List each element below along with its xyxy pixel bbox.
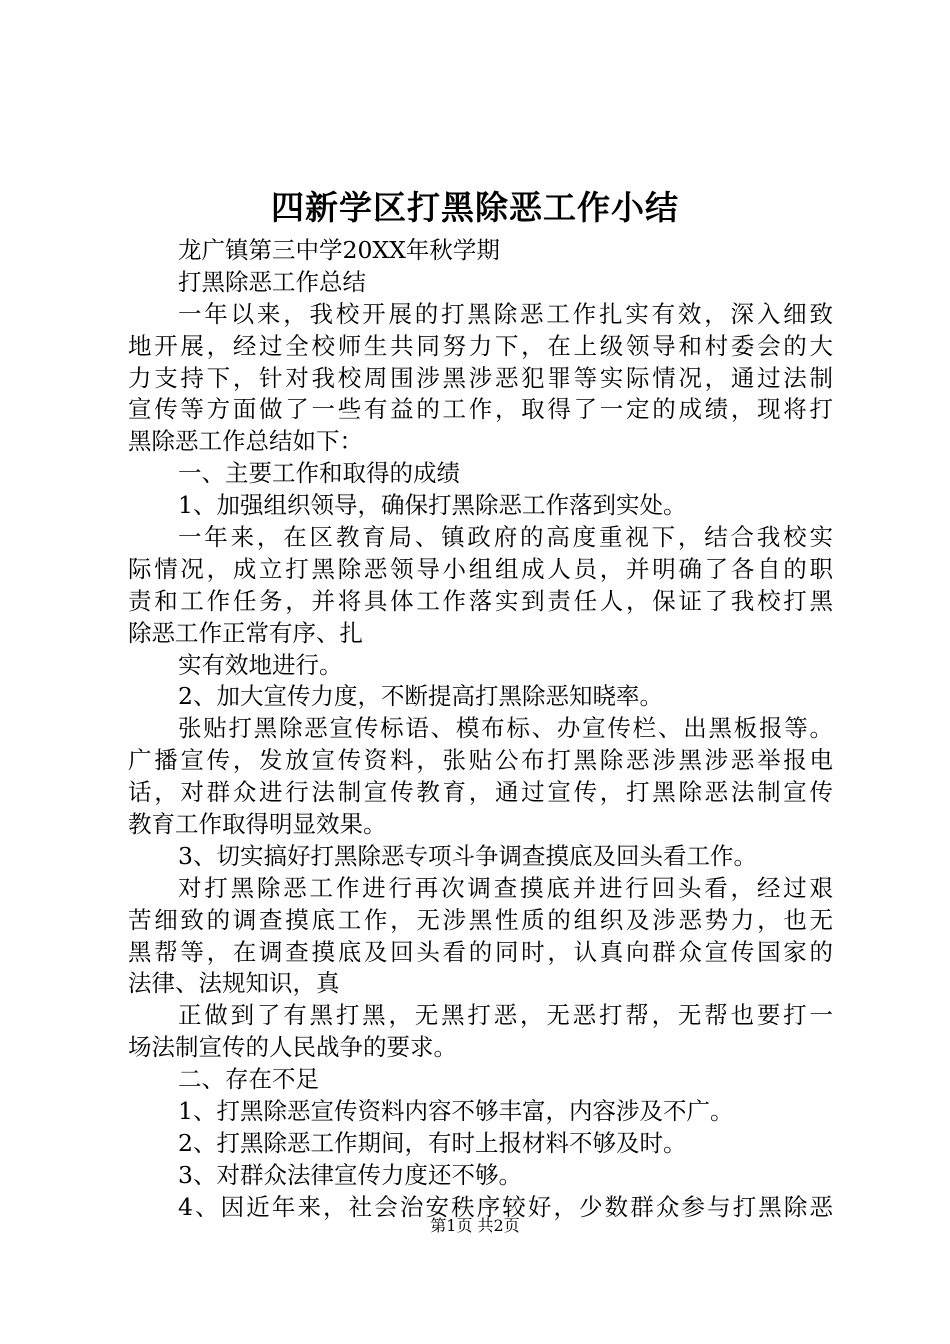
paragraph-line: 除恶工作正常有序、扎 (128, 618, 363, 647)
paragraph-line: 一年以来，我校开展的打黑除恶工作扎实有效，深入细致 (178, 299, 833, 328)
page-number-footer: 第1页 共2页 (430, 1216, 520, 1235)
paragraph-line: 3、对群众法律宣传力度还不够。 (178, 1160, 522, 1189)
paragraph-line: 龙广镇第三中学20XX年秋学期 (178, 236, 500, 264)
paragraph-line: 宣传等方面做了一些有益的工作，取得了一定的成绩，现将打 (128, 395, 833, 424)
paragraph-line: 3、切实搞好打黑除恶专项斗争调查摸底及回头看工作。 (178, 841, 757, 870)
paragraph-line: 4、因近年来，社会治安秩序较好，少数群众参与打黑除恶 (178, 1192, 833, 1221)
paragraph-line: 苦细致的调查摸底工作，无涉黑性质的组织及涉恶势力，也无 (128, 905, 833, 934)
paragraph-line: 正做到了有黑打黑，无黑打恶，无恶打帮，无帮也要打一 (178, 1001, 833, 1030)
paragraph-line: 1、加强组织领导，确保打黑除恶工作落到实处。 (178, 491, 687, 520)
paragraph-line: 一、主要工作和取得的成绩 (178, 459, 460, 488)
paragraph-line: 打黑除恶工作总结 (178, 267, 366, 296)
document-title: 四新学区打黑除恶工作小结 (271, 188, 679, 227)
paragraph-line: 一年来，在区教育局、镇政府的高度重视下，结合我校实 (178, 523, 833, 552)
paragraph-line: 黑帮等，在调查摸底及回头看的同时，认真向群众宣传国家的 (128, 937, 833, 966)
paragraph-line: 二、存在不足 (178, 1065, 319, 1094)
paragraph-line: 2、加大宣传力度，不断提高打黑除恶知晓率。 (178, 682, 663, 711)
document-body (128, 235, 833, 1224)
paragraph-line: 黑除恶工作总结如下： (128, 427, 363, 456)
paragraph-line: 际情况，成立打黑除恶领导小组组成人员，并明确了各自的职 (128, 554, 833, 583)
paragraph-line: 2、打黑除恶工作期间，有时上报材料不够及时。 (178, 1128, 687, 1157)
paragraph-line: 实有效地进行。 (178, 650, 343, 679)
paragraph-line: 张贴打黑除恶宣传标语、模布标、办宣传栏、出黑板报等。 (178, 714, 833, 743)
paragraph-line: 话，对群众进行法制宣传教育，通过宣传，打黑除恶法制宣传 (128, 778, 833, 807)
paragraph-line: 场法制宣传的人民战争的要求。 (128, 1033, 457, 1062)
paragraph-line: 法律、法规知识，真 (128, 969, 340, 998)
paragraph-line: 力支持下，针对我校周围涉黑涉恶犯罪等实际情况，通过法制 (128, 363, 833, 392)
paragraph-line: 地开展，经过全校师生共同努力下，在上级领导和村委会的大 (128, 331, 833, 360)
paragraph-line: 广播宣传，发放宣传资料，张贴公布打黑除恶涉黑涉恶举报电 (128, 746, 833, 775)
paragraph-line: 责和工作任务，并将具体工作落实到责任人，保证了我校打黑 (128, 586, 833, 615)
paragraph-line: 1、打黑除恶宣传资料内容不够丰富，内容涉及不广。 (178, 1097, 734, 1126)
paragraph-line: 教育工作取得明显效果。 (128, 810, 387, 839)
paragraph-line: 对打黑除恶工作进行再次调查摸底并进行回头看，经过艰 (178, 873, 833, 902)
